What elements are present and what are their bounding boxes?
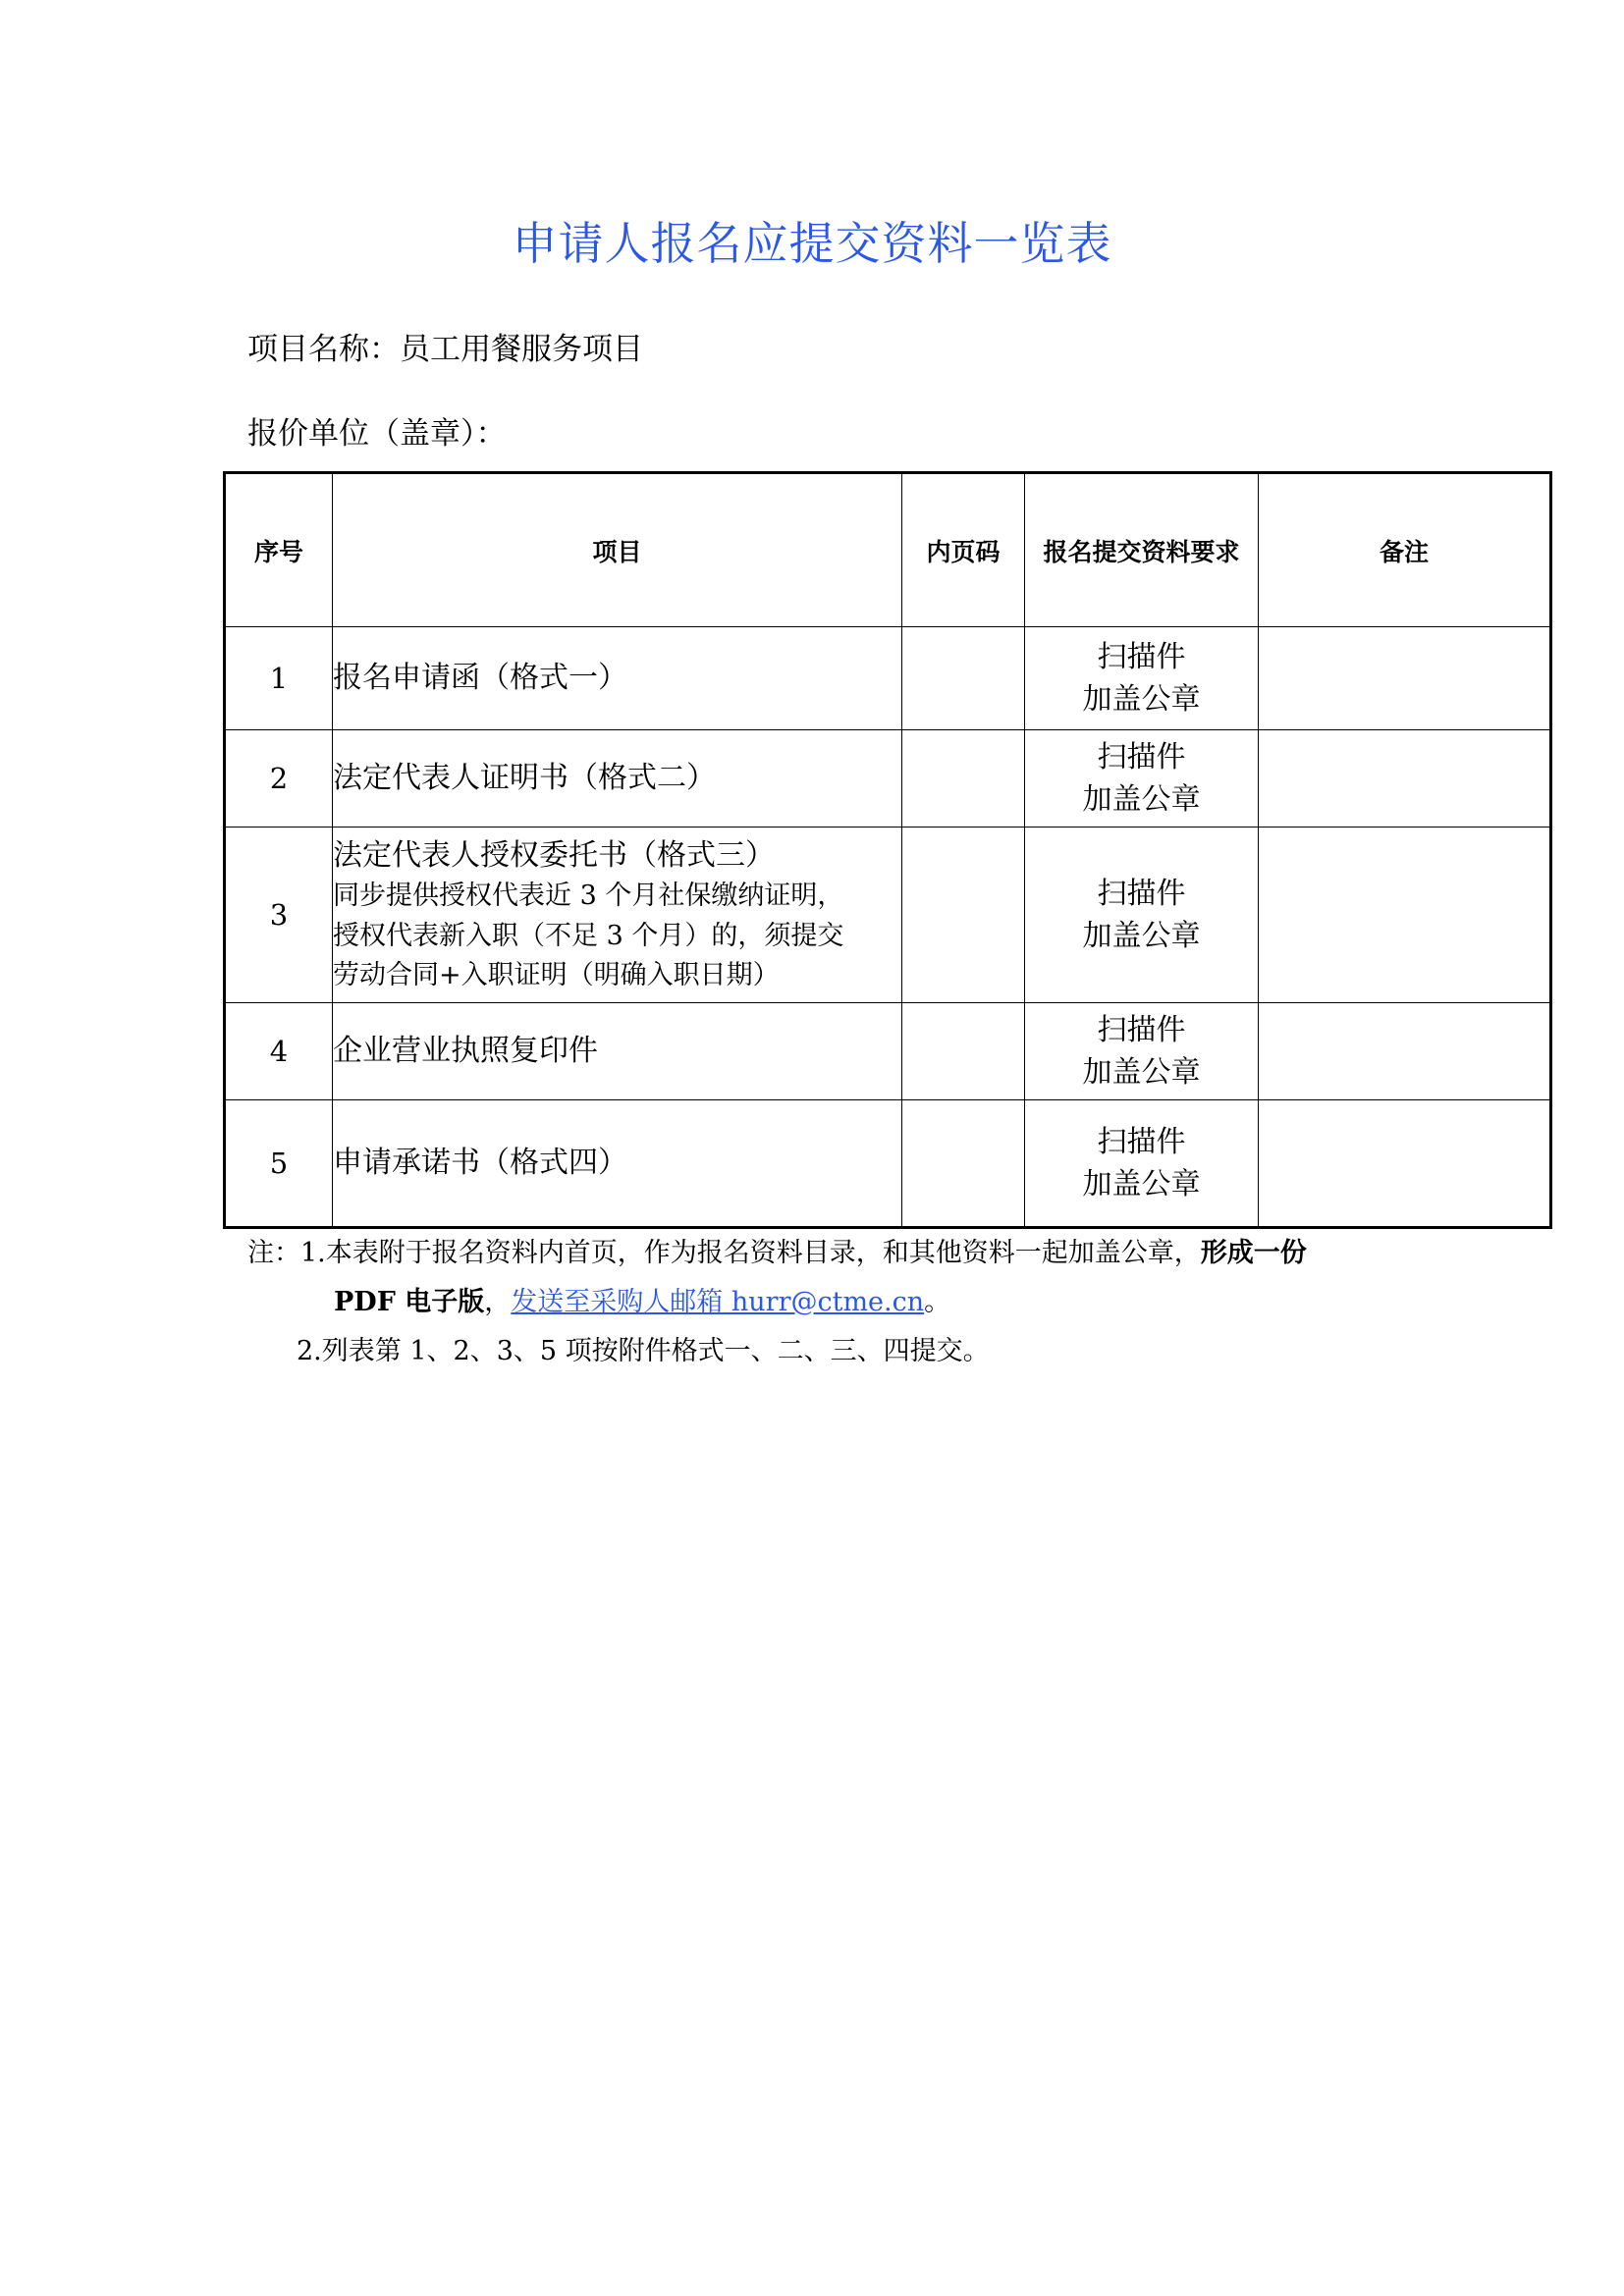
requirement-seal: 加盖公章 — [1082, 1167, 1201, 1201]
row-number: 4 — [225, 1003, 333, 1100]
note-2: 2.列表第 1、2、3、5 项按附件格式一、二、三、四提交。 — [297, 1336, 990, 1366]
row-requirement — [1025, 828, 1259, 1003]
row-item-note-line: 劳动合同+入职证明（明确入职日期） — [333, 960, 780, 990]
row-number: 1 — [225, 627, 333, 730]
row-item-title: 法定代表人授权委托书（格式三） — [333, 837, 775, 873]
requirement-scan: 扫描件 — [1097, 639, 1186, 674]
project-name-line — [247, 324, 643, 368]
note-1-text: 注：1.本表附于报名资料内首页，作为报名资料目录，和其他资料一起加盖公章， — [247, 1238, 1201, 1268]
row-item: 报名申请函（格式一） — [333, 627, 902, 730]
header-no: 序号 — [225, 473, 333, 627]
row-page — [902, 627, 1025, 730]
row-requirement — [1025, 730, 1259, 828]
project-name-value: 员工用餐服务项目 — [400, 332, 643, 367]
email-link[interactable]: 发送至采购人邮箱 hurr@ctme.cn — [511, 1287, 925, 1317]
row-page — [902, 828, 1025, 1003]
requirement-seal: 加盖公章 — [1082, 1055, 1201, 1090]
row-number: 5 — [225, 1100, 333, 1228]
table-row — [225, 828, 1551, 1003]
row-page — [902, 1100, 1025, 1228]
document-title: 申请人报名应提交资料一览表 — [512, 217, 1112, 270]
requirement-seal: 加盖公章 — [1082, 682, 1201, 717]
row-requirement — [1025, 627, 1259, 730]
note-1-end: 。 — [924, 1287, 951, 1317]
row-page — [902, 730, 1025, 828]
requirement-scan: 扫描件 — [1097, 1124, 1186, 1159]
table-header-row — [225, 473, 1551, 627]
table-row — [225, 1003, 1551, 1100]
row-item — [333, 828, 902, 1003]
row-remark — [1259, 730, 1551, 828]
header-page: 内页码 — [902, 473, 1025, 627]
note-1 — [247, 1229, 1307, 1278]
table-row — [225, 1100, 1551, 1228]
row-page — [902, 1003, 1025, 1100]
quote-unit-line: 报价单位（盖章）： — [247, 416, 507, 452]
row-remark — [1259, 1100, 1551, 1228]
table-row — [225, 627, 1551, 730]
row-item: 申请承诺书（格式四） — [333, 1100, 902, 1228]
row-requirement — [1025, 1003, 1259, 1100]
requirement-scan: 扫描件 — [1097, 1012, 1186, 1047]
requirement-scan: 扫描件 — [1097, 739, 1186, 774]
note-1-continued — [247, 1278, 1307, 1327]
row-item-note-line: 同步提供授权代表近 3 个月社保缴纳证明， — [333, 881, 844, 911]
row-item-note-line: 授权代表新入职（不足 3 个月）的，须提交 — [333, 920, 844, 951]
header-item: 项目 — [333, 473, 902, 627]
requirement-seal: 加盖公章 — [1082, 919, 1201, 953]
table-row — [225, 730, 1551, 828]
row-requirement — [1025, 1100, 1259, 1228]
row-number: 2 — [225, 730, 333, 828]
project-name-label: 项目名称： — [247, 332, 400, 367]
note-1-bold-a: 形成一份 — [1200, 1238, 1307, 1268]
note-1-bold-b: PDF 电子版 — [334, 1287, 485, 1317]
requirement-seal: 加盖公章 — [1082, 782, 1201, 817]
row-item: 法定代表人证明书（格式二） — [333, 730, 902, 828]
row-remark — [1259, 627, 1551, 730]
row-remark — [1259, 1003, 1551, 1100]
row-number: 3 — [225, 828, 333, 1003]
note-1-comma: ， — [484, 1287, 512, 1317]
row-item: 企业营业执照复印件 — [333, 1003, 902, 1100]
requirement-scan: 扫描件 — [1097, 876, 1186, 911]
header-remark: 备注 — [1259, 473, 1551, 627]
submission-materials-table — [223, 471, 1552, 1229]
table-notes — [247, 1229, 1307, 1376]
header-requirement: 报名提交资料要求 — [1025, 473, 1259, 627]
row-remark — [1259, 828, 1551, 1003]
